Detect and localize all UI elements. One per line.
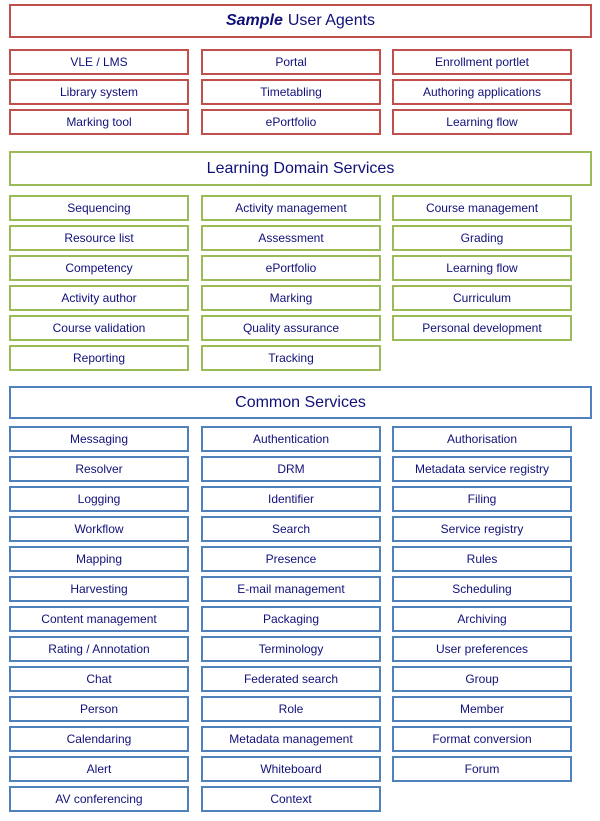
learning-domain-service-label: Assessment bbox=[258, 231, 324, 245]
common-service-label: Group bbox=[465, 672, 499, 686]
learning-domain-service-box bbox=[201, 315, 381, 341]
common-service-label: Forum bbox=[464, 762, 500, 776]
common-service-box bbox=[9, 786, 189, 812]
user-agent-box bbox=[392, 109, 572, 135]
common-service-label: Alert bbox=[86, 762, 112, 776]
common-service-label: Context bbox=[270, 792, 312, 806]
common-service-box bbox=[201, 606, 381, 632]
user-agent-label: Library system bbox=[59, 85, 139, 99]
user-agents-header bbox=[9, 4, 592, 38]
common-service-label: DRM bbox=[277, 462, 305, 476]
learning-domain-service-box bbox=[9, 315, 189, 341]
common-service-box bbox=[9, 456, 189, 482]
learning-domain-service-box bbox=[392, 255, 572, 281]
learning-domain-service-label: Course validation bbox=[52, 321, 146, 335]
common-service-box bbox=[392, 726, 572, 752]
learning-domain-service-label: Activity management bbox=[235, 201, 347, 215]
common-service-box bbox=[9, 426, 189, 452]
user-agent-box bbox=[392, 79, 572, 105]
common-service-box bbox=[9, 606, 189, 632]
common-service-label: Service registry bbox=[440, 522, 524, 536]
common-service-label: Federated search bbox=[243, 672, 339, 686]
common-service-label: Rating / Annotation bbox=[48, 642, 150, 656]
common-service-label: Format conversion bbox=[432, 732, 532, 746]
common-service-box bbox=[201, 576, 381, 602]
common-service-box bbox=[392, 696, 572, 722]
common-service-label: Filing bbox=[467, 492, 497, 506]
user-agent-label: ePortfolio bbox=[265, 115, 317, 129]
common-service-box bbox=[9, 726, 189, 752]
common-service-box bbox=[201, 516, 381, 542]
learning-domain-title: Learning Domain Services bbox=[206, 159, 395, 177]
learning-domain-service-label: Grading bbox=[460, 231, 504, 245]
common-service-box bbox=[201, 756, 381, 782]
learning-domain-service-box bbox=[9, 285, 189, 311]
learning-domain-service-label: Reporting bbox=[72, 351, 126, 365]
learning-domain-service-box bbox=[201, 285, 381, 311]
learning-domain-service-box bbox=[201, 255, 381, 281]
common-service-box bbox=[201, 786, 381, 812]
user-agent-label: Enrollment portlet bbox=[434, 55, 530, 69]
common-service-label: Whiteboard bbox=[260, 762, 322, 776]
common-service-label: Calendaring bbox=[66, 732, 132, 746]
user-agent-box bbox=[201, 109, 381, 135]
common-service-label: Terminology bbox=[258, 642, 324, 656]
common-service-label: Scheduling bbox=[452, 582, 512, 596]
common-service-box bbox=[392, 636, 572, 662]
common-service-label: Member bbox=[459, 702, 504, 716]
learning-domain-service-box bbox=[392, 315, 572, 341]
user-agents-title-emphasis: Sample bbox=[225, 12, 283, 29]
common-service-label: Person bbox=[79, 702, 119, 716]
common-service-box bbox=[201, 666, 381, 692]
common-service-label: Workflow bbox=[74, 522, 124, 536]
user-agent-box bbox=[392, 49, 572, 75]
learning-domain-service-box bbox=[392, 195, 572, 221]
common-service-label: User preferences bbox=[435, 642, 529, 656]
learning-domain-service-label: Curriculum bbox=[452, 291, 511, 305]
common-service-box bbox=[392, 456, 572, 482]
common-service-box bbox=[392, 486, 572, 512]
user-agent-label: Marking tool bbox=[66, 115, 132, 129]
common-service-label: Metadata service registry bbox=[414, 462, 550, 476]
common-service-label: Resolver bbox=[75, 462, 123, 476]
common-service-label: Role bbox=[278, 702, 304, 716]
learning-domain-service-box bbox=[201, 345, 381, 371]
learning-domain-service-box bbox=[392, 225, 572, 251]
learning-domain-service-box bbox=[9, 195, 189, 221]
user-agent-label: Learning flow bbox=[446, 115, 518, 129]
common-service-box bbox=[201, 426, 381, 452]
common-services-header bbox=[9, 386, 592, 419]
user-agent-label: Portal bbox=[275, 55, 307, 69]
learning-domain-service-label: Learning flow bbox=[446, 261, 518, 275]
common-service-box bbox=[392, 666, 572, 692]
common-service-label: Search bbox=[271, 522, 311, 536]
learning-domain-service-box bbox=[201, 225, 381, 251]
common-service-box bbox=[392, 516, 572, 542]
common-service-label: Mapping bbox=[75, 552, 123, 566]
learning-domain-service-label: Sequencing bbox=[67, 201, 131, 215]
learning-domain-service-box bbox=[9, 345, 189, 371]
learning-domain-service-label: Activity author bbox=[61, 291, 137, 305]
user-agent-box bbox=[9, 109, 189, 135]
user-agents-title: User Agents bbox=[287, 12, 376, 29]
common-service-label: Authentication bbox=[252, 432, 330, 446]
common-service-label: Rules bbox=[466, 552, 498, 566]
common-service-label: Harvesting bbox=[70, 582, 128, 596]
common-service-label: Archiving bbox=[457, 612, 507, 626]
common-service-box bbox=[9, 516, 189, 542]
common-service-label: Identifier bbox=[267, 492, 315, 506]
learning-domain-service-box bbox=[9, 225, 189, 251]
learning-domain-service-label: Course management bbox=[425, 201, 539, 215]
common-service-box bbox=[9, 636, 189, 662]
user-agent-label: Timetabling bbox=[260, 85, 322, 99]
common-service-box bbox=[201, 456, 381, 482]
learning-domain-service-label: Resource list bbox=[64, 231, 134, 245]
common-service-box bbox=[9, 696, 189, 722]
common-service-box bbox=[9, 666, 189, 692]
common-service-box bbox=[201, 696, 381, 722]
common-service-box bbox=[392, 426, 572, 452]
learning-domain-service-label: Marking bbox=[269, 291, 313, 305]
common-service-box bbox=[9, 756, 189, 782]
common-service-label: Authorisation bbox=[446, 432, 518, 446]
common-service-label: Packaging bbox=[262, 612, 320, 626]
learning-domain-header bbox=[9, 151, 592, 186]
common-service-box bbox=[392, 756, 572, 782]
common-service-box bbox=[392, 606, 572, 632]
learning-domain-service-label: Personal development bbox=[422, 321, 542, 335]
common-services-title: Common Services bbox=[235, 393, 366, 411]
common-service-box bbox=[9, 576, 189, 602]
common-service-label: Chat bbox=[86, 672, 112, 686]
learning-domain-service-box bbox=[201, 195, 381, 221]
user-agent-label: VLE / LMS bbox=[70, 55, 128, 69]
user-agent-box bbox=[201, 49, 381, 75]
user-agent-box bbox=[201, 79, 381, 105]
common-service-label: E-mail management bbox=[237, 582, 345, 596]
common-service-box bbox=[201, 636, 381, 662]
learning-domain-service-label: Competency bbox=[65, 261, 133, 275]
common-service-box bbox=[9, 546, 189, 572]
common-service-box bbox=[201, 726, 381, 752]
common-service-box bbox=[201, 486, 381, 512]
learning-domain-service-label: Tracking bbox=[268, 351, 314, 365]
learning-domain-service-box bbox=[9, 255, 189, 281]
learning-domain-service-label: ePortfolio bbox=[265, 261, 317, 275]
common-service-box bbox=[201, 546, 381, 572]
user-agent-box bbox=[9, 49, 189, 75]
common-service-label: Content management bbox=[41, 612, 157, 626]
common-service-label: Presence bbox=[265, 552, 317, 566]
user-agent-box bbox=[9, 79, 189, 105]
common-service-box bbox=[392, 576, 572, 602]
common-service-label: Metadata management bbox=[229, 732, 353, 746]
common-service-label: Logging bbox=[77, 492, 121, 506]
user-agent-label: Authoring applications bbox=[422, 85, 542, 99]
common-service-label: AV conferencing bbox=[55, 792, 143, 806]
learning-domain-service-box bbox=[392, 285, 572, 311]
common-service-box bbox=[392, 546, 572, 572]
learning-domain-service-label: Quality assurance bbox=[242, 321, 340, 335]
common-service-box bbox=[9, 486, 189, 512]
common-service-label: Messaging bbox=[69, 432, 129, 446]
